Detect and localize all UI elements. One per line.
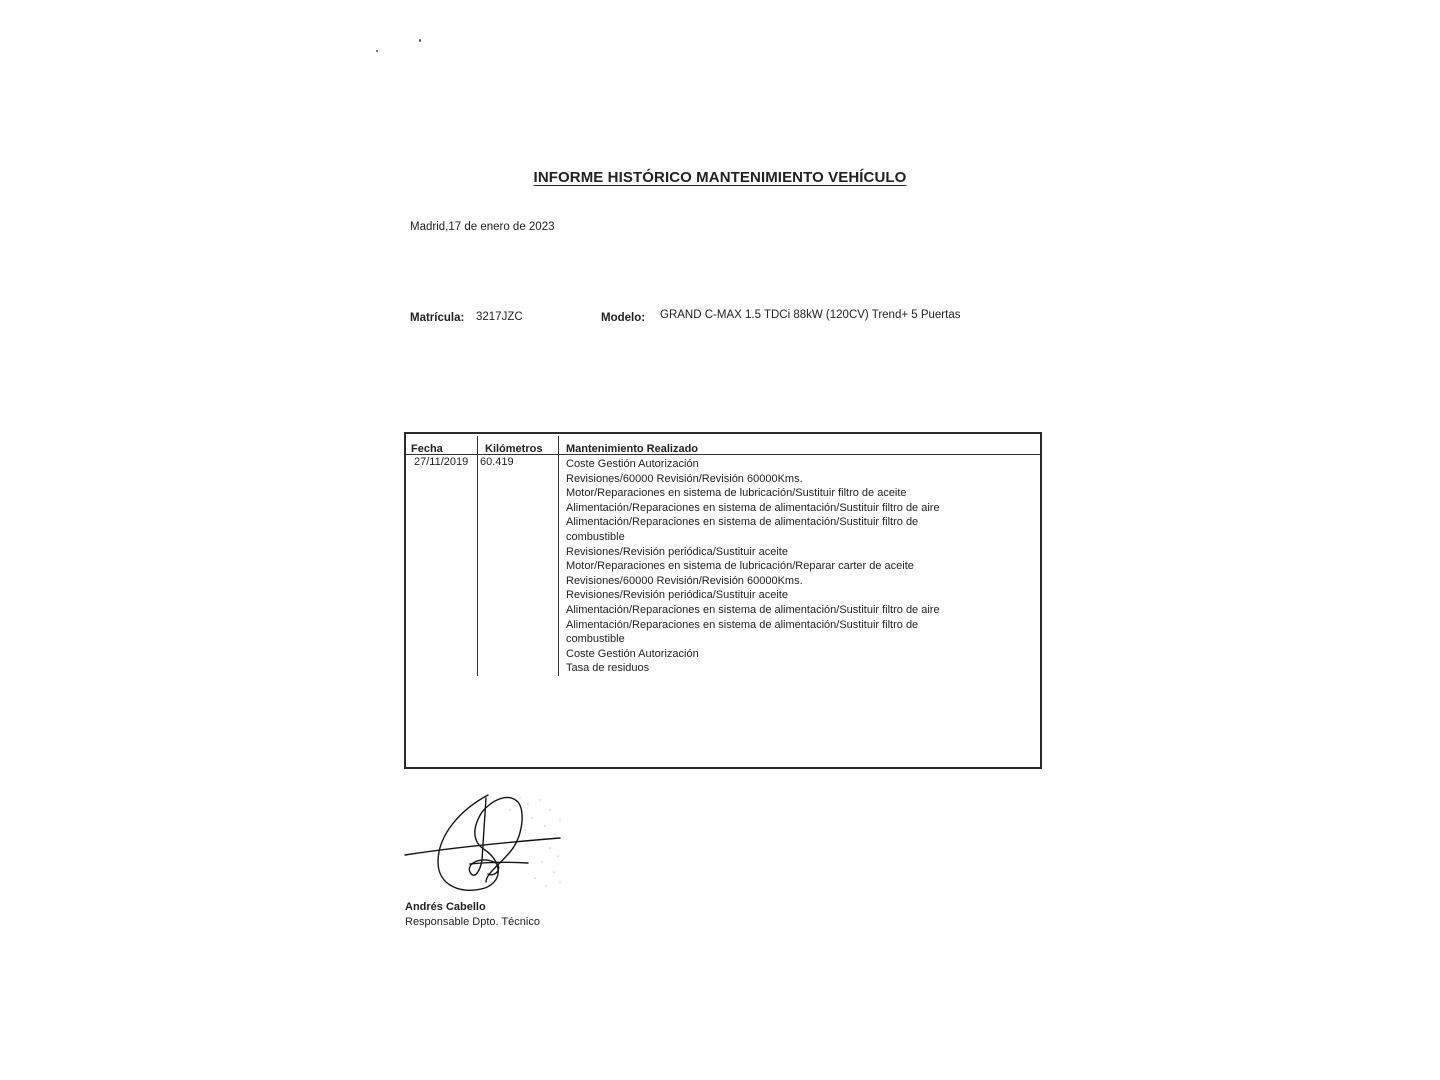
maintenance-item: Alimentación/Reparaciones en sistema de alimentación/Sustituir filtro de combustible — [566, 618, 919, 646]
row-kilometros: 60.419 — [480, 456, 514, 468]
maintenance-item: Coste Gestión Autorización — [566, 458, 699, 470]
handwritten-signature — [400, 790, 570, 900]
document-title: INFORME HISTÓRICO MANTENIMIENTO VEHÍCULO — [533, 169, 907, 186]
signer-name: Andrés Cabello — [405, 901, 486, 913]
maintenance-item: Revisiones/Revisión periódica/Sustituir aceite — [566, 589, 788, 602]
header-fecha: Fecha — [411, 443, 443, 455]
scan-speck — [419, 39, 421, 42]
maintenance-item: Alimentación/Reparaciones en sistema de alimentación/Sustituir filtro de combustible — [566, 516, 919, 543]
header-mantenimiento: Mantenimiento Realizado — [566, 443, 699, 455]
maintenance-item: Alimentación/Reparaciones en sistema de alimentación/Sustituir filtro de aire — [566, 603, 940, 616]
model-value: GRAND C-MAX 1.5 TDCi 88kW (120CV) Trend+ 5 Puertas — [660, 309, 961, 321]
maintenance-item: Revisiones/Revisión periódica/Sustituir aceite — [566, 545, 788, 558]
document-date: Madrid,17 de enero de 2023 — [410, 221, 555, 233]
maintenance-item: Motor/Reparaciones en sistema de lubricación/Sustituir filtro de aceite — [566, 487, 907, 500]
plate-label: Matrícula: — [410, 312, 465, 324]
column-divider — [477, 436, 478, 676]
maintenance-item: Tasa de residuos — [566, 662, 650, 675]
maintenance-item: Revisiones/60000 Revisión/Revisión 60000Kms. — [566, 574, 803, 587]
maintenance-list — [566, 457, 966, 676]
maintenance-table — [404, 432, 1042, 769]
maintenance-item: Revisiones/60000 Revisión/Revisión 60000Kms. — [566, 472, 803, 485]
signer-role: Responsable Dpto. Técnico — [405, 916, 540, 928]
model-label: Modelo: — [601, 312, 646, 324]
maintenance-item: Coste Gestión Autorización — [566, 647, 699, 660]
plate-value: 3217JZC — [476, 311, 523, 323]
maintenance-item: Motor/Reparaciones en sistema de lubricación/Reparar carter de aceite — [566, 560, 914, 573]
header-kilometros: Kilómetros — [485, 443, 543, 455]
row-fecha: 27/11/2019 — [414, 456, 469, 468]
scan-speck — [376, 50, 378, 52]
column-divider — [558, 436, 559, 676]
maintenance-item: Alimentación/Reparaciones en sistema de alimentación/Sustituir filtro de aire — [566, 501, 940, 514]
